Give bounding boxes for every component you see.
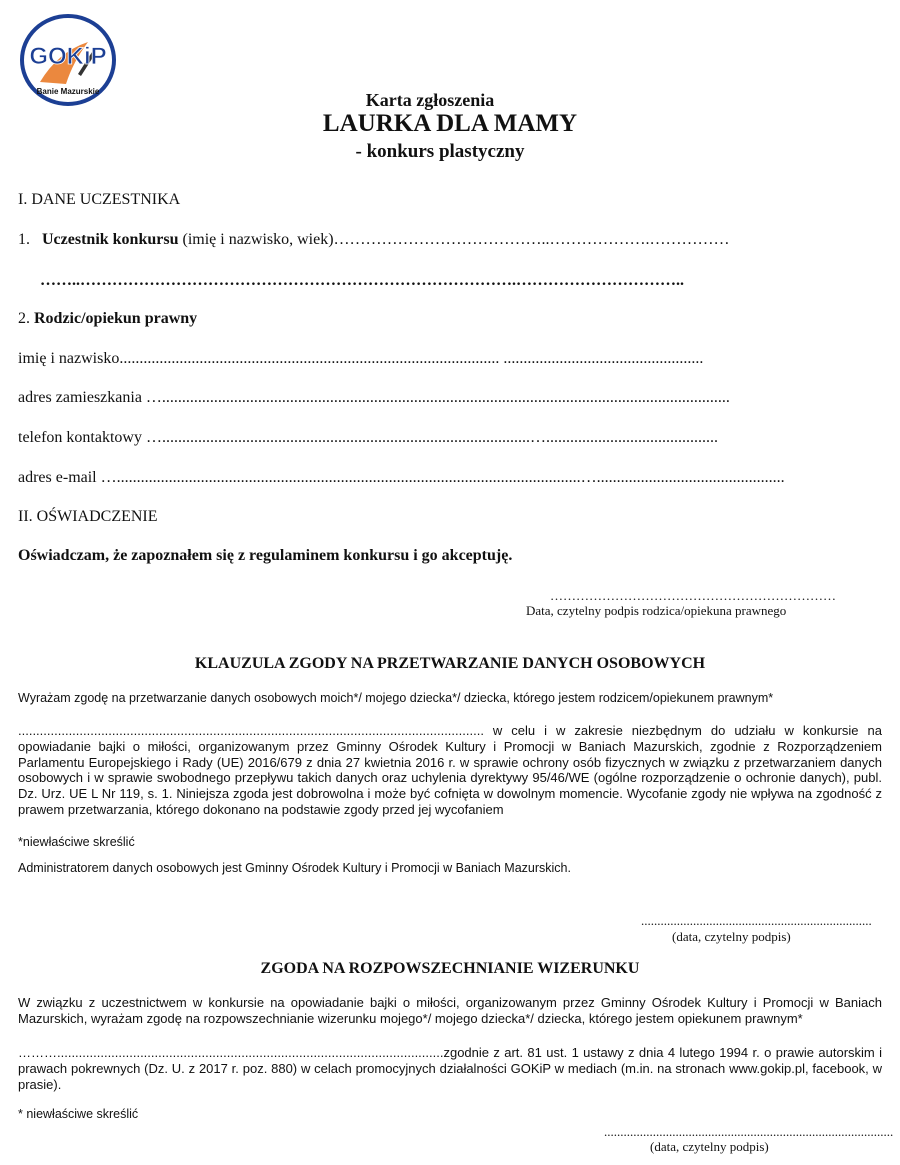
logo-title: GOKiP [29,43,107,70]
address-field[interactable]: adres zamieszkania ….............................................................................................................................................. [18,389,730,406]
item2-number: 2. [18,310,34,327]
signature2-caption: (data, czytelny podpis) [672,929,791,944]
declaration-text: Oświadczam, że zapoznałem się z regulaminem konkursu i go akceptuję. [18,547,513,564]
contest-title: LAURKA DLA MAMY [322,110,578,137]
image-consent-title: ZGODA NA ROZPOWSZECHNIANIE WIZERUNKU [260,960,640,977]
signature3-field[interactable]: ......................................................................................... [604,1124,894,1139]
signature1-field[interactable]: ………………………………………………………… [550,588,836,603]
signature2-field[interactable]: ....................................................................... [641,913,872,928]
participant-hint: (imię i nazwisko, wiek)…………………………………..……………….…………… [178,231,730,248]
item1-number: 1. [18,231,30,248]
signature1-caption: Data, czytelny podpis rodzica/opiekuna prawnego [526,603,787,618]
image-consent-note: * niewłaściwe skreślić [18,1107,139,1121]
admin-statement: Administratorem danych osobowych jest Gminny Ośrodek Kultury i Promocji w Baniach Mazurskich. [18,861,571,875]
email-field[interactable]: adres e-mail …....................................................................................................................…............................................... [18,469,785,486]
form-label: Karta zgłoszenia [365,90,495,110]
image-consent-intro: W związku z uczestnictwem w konkursie na opowiadanie bajki o miłości, organizowanym przez Gminny Ośrodek Kultury i Promocji w Baniach Mazurskich, wyrażam zgodę na rozpowszechnianie wizerunku mojego*/ mojego dziecka*/ dziecka, którego jestem opiekunem prawnym* [18,995,882,1026]
guardian-name-field[interactable]: imię i nazwisko............................................................................................... .................................................. [18,350,704,367]
signature3-caption: (data, czytelny podpis) [650,1139,769,1154]
participant-label: Uczestnik konkursu [42,231,179,248]
image-consent-body: ………...........................................................................................................zgodnie z art. 81 ust. 1 ustawy z dnia 4 lutego 1994 r. o prawie autorskim i prawach pokrewnych (Dz. U. z 2017 r. poz. 880) w celach promocyjnych działalności GOKiP w mediach (m.in. na stronach www.gokip.pl, facebook, w prasie). [18,1045,882,1092]
section2-title: II. OŚWIADCZENIE [18,508,158,525]
clause-body: ................................................................................................................................. w celu i w zakresie niezbędnym do udziału w konkursie na opowiadanie bajki o miłości, organizowanym przez Gminny Ośrodek Kultury i Promocji w Baniach Mazurskich, zgodnie z Rozporządzeniem Parlamentu Europejskiego i Rady (UE) 2016/679 z dnia 27 kwietnia 2016 r. w sprawie ochrony osób fizycznych w związku z przetwarzaniem danych osobowych i w sprawie swobodnego przepływu takich danych oraz uchylenia dyrektywy 95/46/WE (ogólne rozporządzenie o ochronie danych), publ. Dz. Urz. UE L Nr 119, s. 1. Niniejsza zgoda jest dobrowolna i może być cofnięta w dowolnym momencie. Wycofanie zgody nie wpływa na zgodność z prawem przetwarzania, którego dokonano na podstawie zgody przed jej wycofaniem [18,723,882,817]
phone-field[interactable]: telefon kontaktowy …............................................................................................…........................................... [18,429,718,446]
logo-subtitle: Banie Mazurskie [36,87,100,96]
guardian-heading [18,310,197,328]
guardian-label: Rodzic/opiekun prawny [34,310,198,327]
participant-line[interactable] [18,231,730,249]
participant-continuation-field[interactable]: ……..……………………………………………………………………….………………………….. [40,272,684,289]
clause-intro: Wyrażam zgodę na przetwarzanie danych osobowych moich*/ mojego dziecka*/ dziecka, którego jestem rodzicem/opiekunem prawnym* [18,691,774,705]
clause-title: KLAUZULA ZGODY NA PRZETWARZANIE DANYCH OSOBOWYCH [194,655,706,672]
contest-subtitle: - konkurs plastyczny [355,141,525,162]
section1-title: I. DANE UCZESTNIKA [18,191,181,208]
clause-note: *niewłaściwe skreślić [18,835,135,849]
